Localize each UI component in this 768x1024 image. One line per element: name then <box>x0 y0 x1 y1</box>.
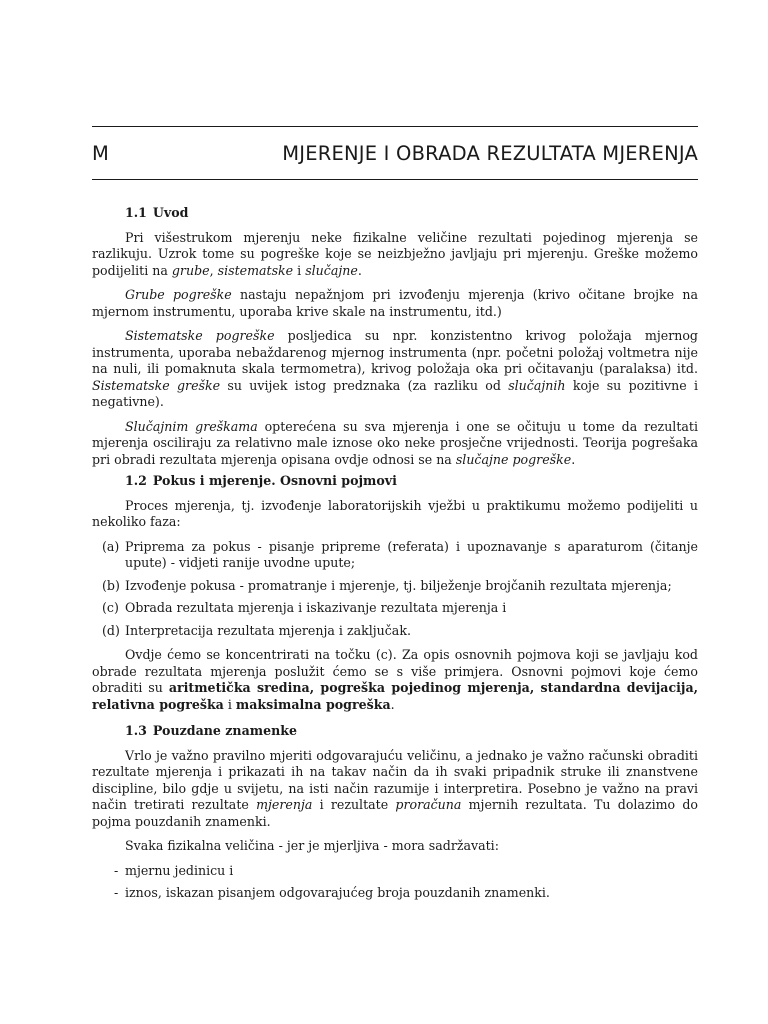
list-label: (a) <box>102 538 120 554</box>
list-text: Izvođenje pokusa - promatranje i mjerenje, tj. bilježenje brojčanih rezultata mjerenja; <box>125 577 672 593</box>
paragraph <box>92 419 698 469</box>
section-title: Pouzdane znamenke <box>152 723 297 738</box>
emphasis: sistematske <box>217 262 294 278</box>
chapter-header <box>92 140 698 170</box>
chapter-title: MJERENJE I OBRADA REZULTATA MJERENJA <box>282 142 698 165</box>
text-run: Ovdje ćemo se koncentrirati na točku (c). Za opis osnovnih pojmova koji se javljaju kod obrade rezultata mjerenja poslužit ćemo se s više primjera. Osnovni pojmovi koje ćemo obraditi su <box>92 647 698 695</box>
list-text: Priprema za pokus - pisanje pripreme (referata) i upoznavanje s aparaturom (čitanje upute) - vidjeti ranije uvodne upute; <box>125 538 698 570</box>
emphasis: grube <box>171 262 210 278</box>
list-item <box>92 539 698 572</box>
section-heading <box>125 205 698 222</box>
header-bottom-rule <box>92 179 698 180</box>
emphasis: Sistematske greške <box>92 377 221 393</box>
list-item <box>92 600 698 617</box>
emphasis: slučajnih <box>508 377 566 393</box>
text-run: Pri višestrukom mjerenju neke fizikalne veličine rezultati pojedinog mjerenja se razlikuju. Uzrok tome su pogreške koje se neizbježno javljaju pri mjerenju. Greške možemo podijeliti na <box>92 229 698 278</box>
section-number: 1.1 <box>125 205 147 220</box>
section-pokus-i-mjerenje <box>92 473 698 721</box>
text-run: i <box>293 262 306 278</box>
section-number: 1.3 <box>125 723 147 738</box>
list-label: (b) <box>102 577 120 593</box>
bold-text: maksimalna pogreška <box>235 696 391 712</box>
enumerated-list <box>92 539 698 640</box>
list-label: (d) <box>102 622 120 638</box>
emphasis: proračuna <box>395 797 462 812</box>
text-run: i rezultate <box>312 797 396 812</box>
paragraph <box>92 328 698 411</box>
list-label: (c) <box>102 600 119 615</box>
paragraph <box>92 287 698 320</box>
text-run: , <box>209 262 218 278</box>
list-text: Interpretacija rezultata mjerenja i zaključak. <box>125 622 411 638</box>
list-item <box>92 578 698 595</box>
emphasis: Grube pogreške <box>125 287 232 302</box>
bold-text: aritmetička sredina, pogreška pojedinog mjerenja, standardna devijacija, relativna pogreška <box>92 680 699 712</box>
text-run: . <box>571 451 576 467</box>
text-run: su uvijek istog predznaka (za razliku od <box>220 377 509 393</box>
section-uvod <box>92 205 698 476</box>
list-item <box>92 623 698 640</box>
section-heading <box>125 473 698 490</box>
section-heading <box>125 723 698 740</box>
paragraph <box>92 748 698 831</box>
list-label: - <box>114 885 119 900</box>
chapter-letter: M <box>92 142 110 165</box>
header-top-rule <box>92 126 698 127</box>
list-text: Obrada rezultata mjerenja i iskazivanje rezultata mjerenja i <box>125 600 507 615</box>
section-number: 1.2 <box>125 473 147 488</box>
section-title: Uvod <box>152 205 189 220</box>
section-title: Pokus i mjerenje. Osnovni pojmovi <box>152 473 397 488</box>
text-run: . <box>390 696 395 712</box>
list-text: mjernu jedinicu i <box>125 862 234 878</box>
list-item <box>92 885 698 902</box>
paragraph: Svaka fizikalna veličina - jer je mjerljiva - mora sadržavati: <box>125 838 499 853</box>
emphasis: slučajne <box>305 262 358 278</box>
list-label: - <box>114 862 119 878</box>
list-item <box>92 863 698 880</box>
text-run: i <box>223 696 236 712</box>
paragraph <box>92 647 698 713</box>
text-run: . <box>357 262 362 278</box>
text-run: Vrlo je važno pravilno mjeriti odgovarajuću veličinu, a jednako je važno računski obraditi rezultate mjerenja i prikazati ih na takav način da ih svaki pripadnik struke ili znanstvene discipline, bilo gdje u svijetu, na isti način razumije i interpretira. Posebno je važno na pravi način tretirati rezultate <box>92 747 698 812</box>
section-pouzdane-znamenke <box>92 723 698 908</box>
dash-list <box>92 863 698 902</box>
text-run: mjernih rezultata. Tu dolazimo do pojma pouzdanih znamenki. <box>92 797 699 829</box>
emphasis: Sistematske pogreške <box>125 328 275 343</box>
paragraph: Proces mjerenja, tj. izvođenje laboratorijskih vježbi u praktikumu možemo podijeliti u nekoliko faza: <box>92 497 698 529</box>
paragraph <box>92 230 698 280</box>
text-run: opterećena su sva mjerenja i one se očituju u tome da rezultati mjerenja osciliraju za relativno male iznose oko neke prosječne vrijednosti. Teorija pogrešaka pri obradi rezultata mjerenja opisana ovdje odnosi se na <box>92 418 698 467</box>
emphasis: slučajne pogreške <box>455 451 572 467</box>
text-run: posljedica su npr. konzistentno krivog položaja mjernog instrumenta, uporaba nebaždarenog mjernog instrumenta (npr. početni položaj voltmetra nije na nuli, ili pomaknuta skala termometra), krivog položaja oka pri očitavanju (paralaksa) itd. <box>92 328 698 376</box>
emphasis: Slučajnim greškama <box>125 418 258 434</box>
emphasis: mjerenja <box>256 797 313 812</box>
text-run: koje su pozitivne i negativne). <box>92 377 698 409</box>
text-run: nastaju nepažnjom pri izvođenju mjerenja (krivo očitane brojke na mjernom instrumentu, uporaba krive skale na instrumentu, itd.) <box>92 287 698 319</box>
list-text: iznos, iskazan pisanjem odgovarajućeg broja pouzdanih znamenki. <box>125 885 550 900</box>
